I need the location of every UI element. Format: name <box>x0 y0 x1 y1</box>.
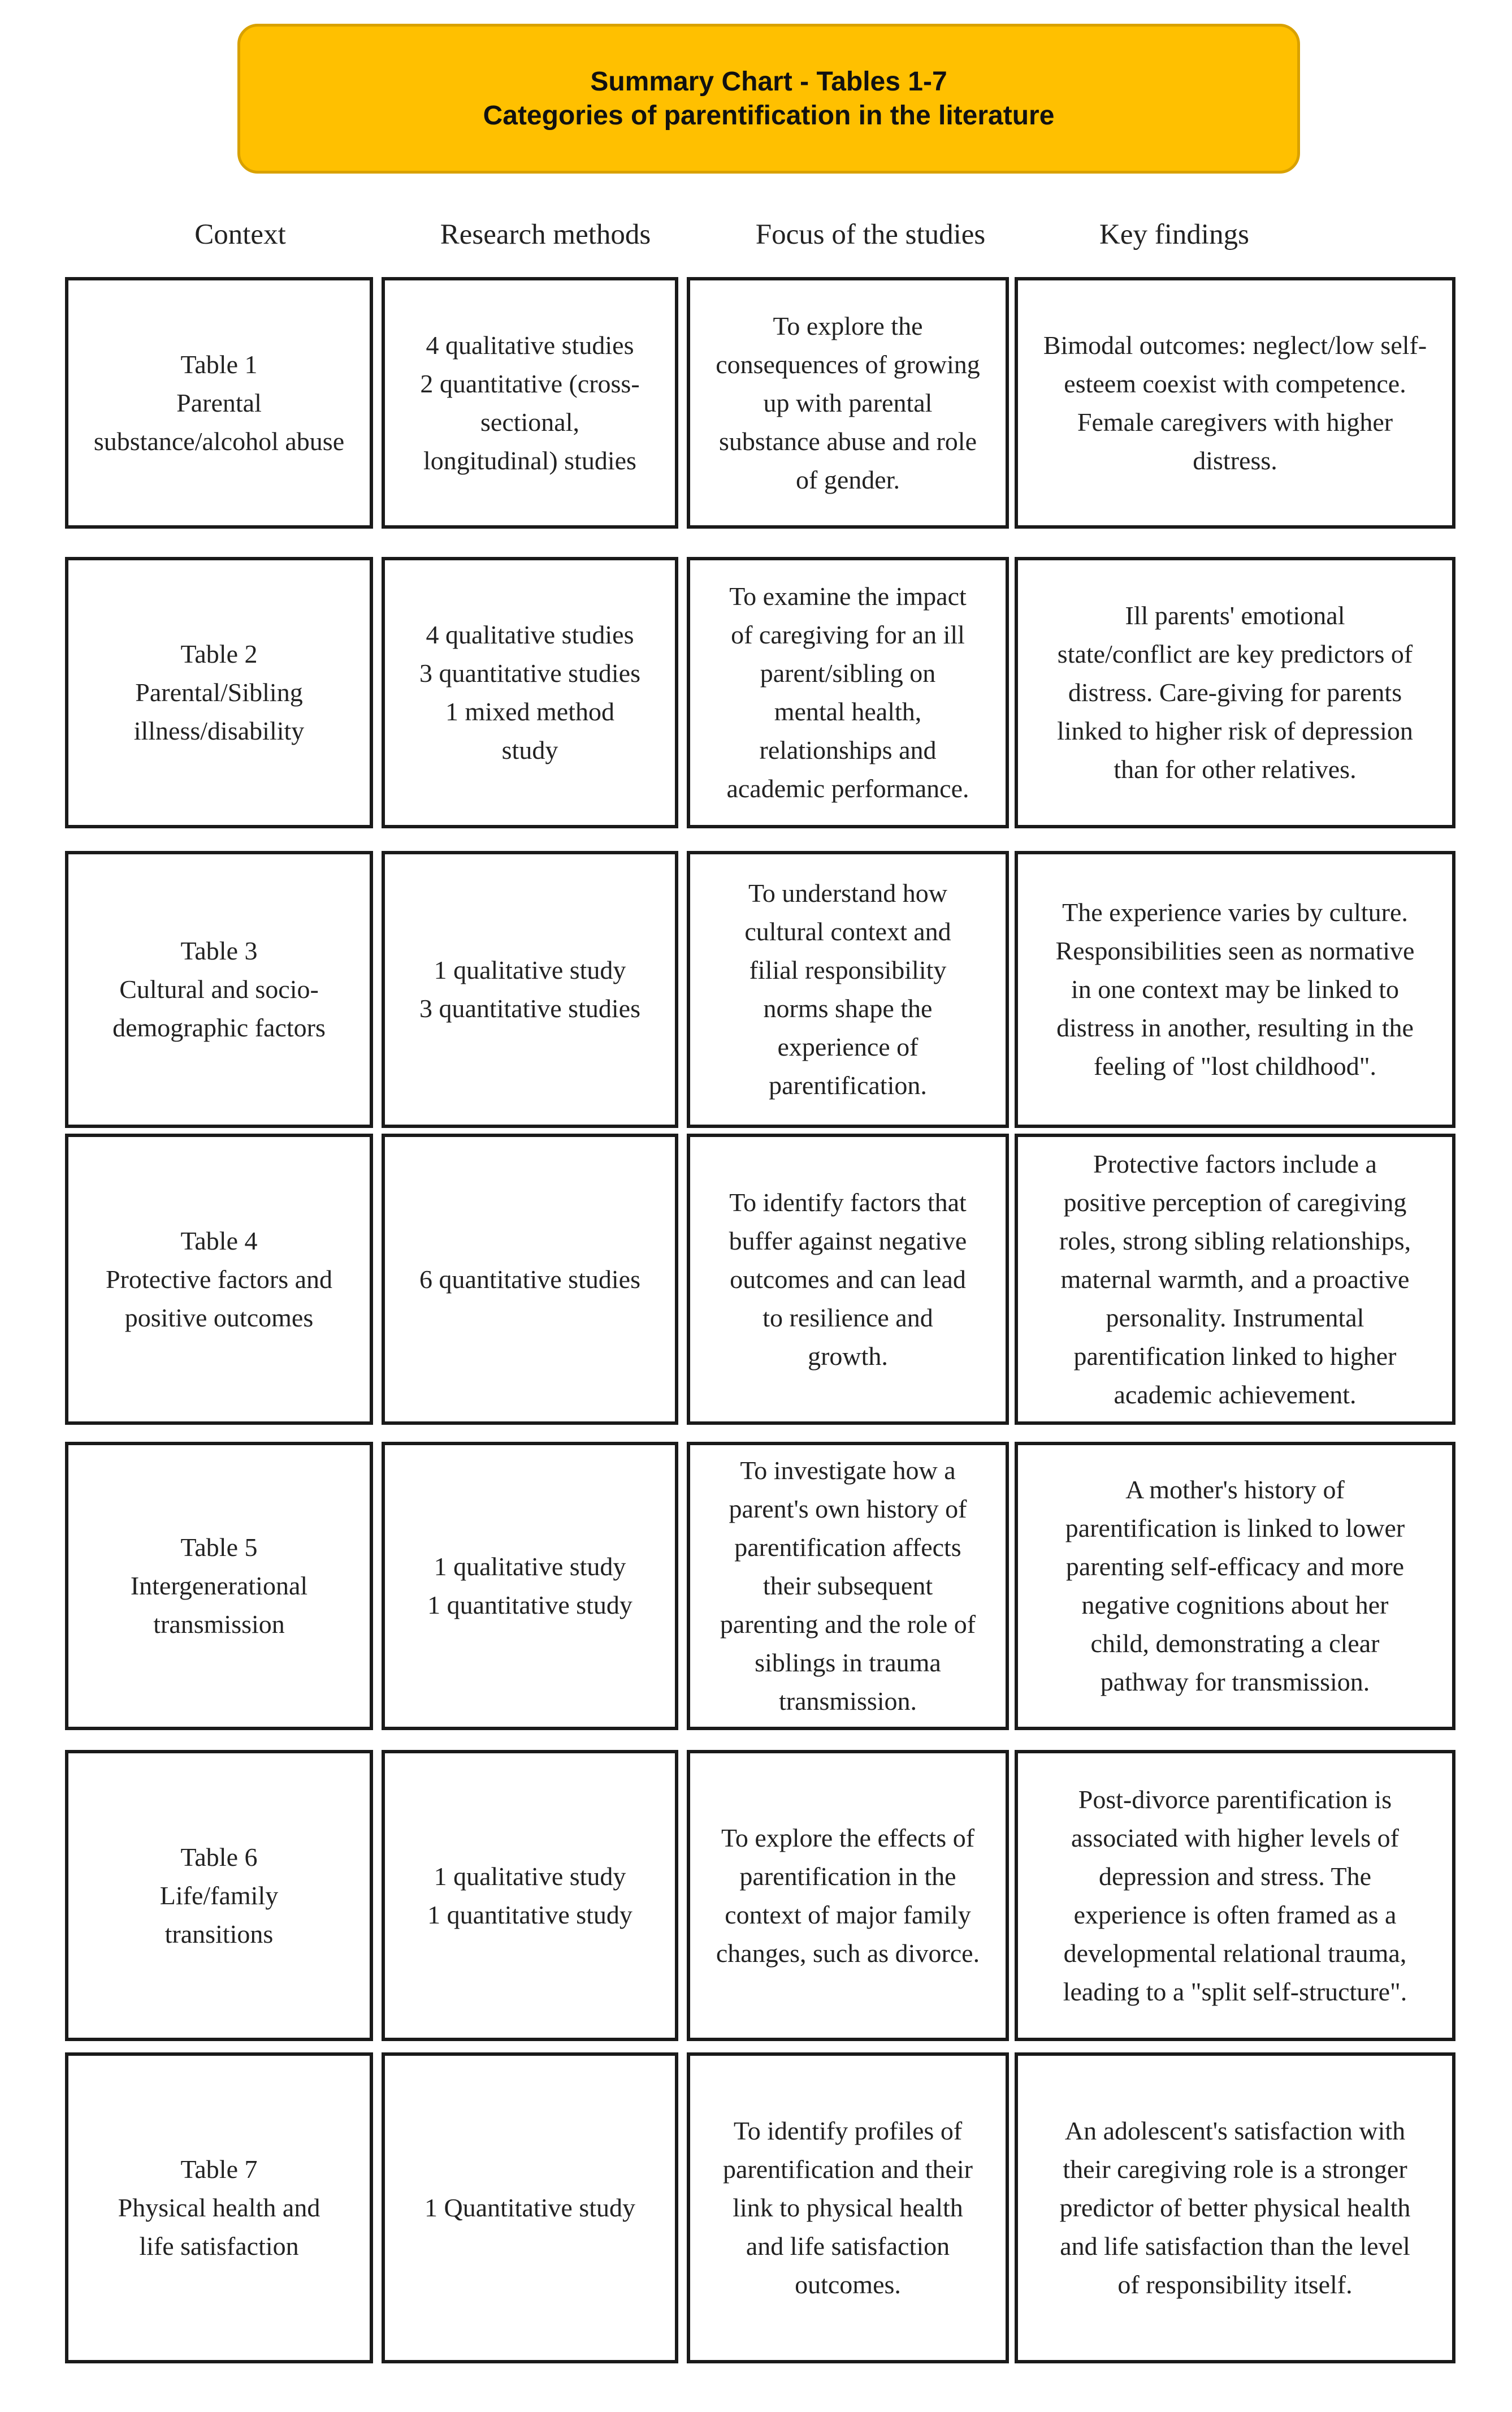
cell-text-line: 1 Quantitative study <box>424 2193 636 2222</box>
cell-text-line: parentification and their <box>723 2155 973 2184</box>
cell-text-line: and life satisfaction <box>746 2232 950 2260</box>
cell-text-line: negative cognitions about her <box>1081 1590 1389 1619</box>
cell-text-line: Table 6 <box>180 1842 258 1871</box>
cell-text-line: parentification affects <box>734 1533 961 1562</box>
cell-text-line: sectional, <box>480 407 579 436</box>
header-focus: Focus of the studies <box>755 219 986 250</box>
cell-text-line: Table 5 <box>180 1533 258 1562</box>
cell-text-line: transmission. <box>778 1687 917 1715</box>
cell-text-line: parentification linked to higher <box>1073 1341 1397 1371</box>
cell-text-line: positive outcomes <box>124 1303 314 1332</box>
cell-text-line: to resilience and <box>763 1303 933 1332</box>
cell-text-line: Responsibilities seen as normative <box>1055 936 1415 965</box>
cell-text-line: mental health, <box>774 697 922 726</box>
cell-text-line: Protective factors and <box>105 1264 333 1294</box>
cell-text-line: 1 qualitative study <box>434 956 626 984</box>
cell-text-line: Ill parents' emotional <box>1125 601 1345 630</box>
cell-text-line: associated with higher levels of <box>1071 1823 1399 1852</box>
cell-text-line: academic achievement. <box>1114 1380 1357 1409</box>
cell-text-line: parent's own history of <box>729 1494 967 1523</box>
cell-text-line: Parental <box>176 388 262 417</box>
cell-text-line: context of major family <box>725 1900 971 1929</box>
cell-text-line: distress. Care-giving for parents <box>1068 678 1402 707</box>
cell-text-line: Table 7 <box>180 2155 258 2184</box>
cell-text-line: experience of <box>777 1032 919 1061</box>
cell-text-line: parenting self-efficacy and more <box>1065 1552 1405 1581</box>
cell-context-row-6 <box>65 1750 373 2041</box>
cell-text-line: Table 4 <box>180 1226 258 1255</box>
cell-text-line: personality. Instrumental <box>1106 1303 1364 1332</box>
cell-text-line: their subsequent <box>763 1571 933 1600</box>
cell-findings-row-7 <box>1015 2052 1455 2363</box>
cell-text-line: state/conflict are key predictors of <box>1057 639 1413 668</box>
cell-text-line: 1 mixed method <box>445 697 614 726</box>
cell-methods-row-4 <box>382 1134 678 1425</box>
cell-methods-row-6 <box>382 1750 678 2041</box>
cell-text-line: 1 quantitative study <box>427 1900 632 1929</box>
cell-context-row-5 <box>65 1442 373 1730</box>
cell-text-line: esteem coexist with competence. <box>1064 369 1406 398</box>
cell-text-line: 1 qualitative study <box>434 1552 626 1581</box>
cell-focus-row-1 <box>687 277 1009 529</box>
cell-text-line: consequences of growing <box>716 349 980 379</box>
cell-text-line: maternal warmth, and a proactive <box>1060 1264 1410 1294</box>
cell-text-line: substance/alcohol abuse <box>93 426 345 456</box>
cell-text-line: Life/family <box>159 1881 279 1910</box>
cell-text-line: in one context may be linked to <box>1071 975 1399 1004</box>
cell-text-line: of responsibility itself. <box>1117 2270 1353 2299</box>
cell-text-line: To examine the impact <box>729 582 967 611</box>
cell-text-line: Cultural and socio- <box>119 975 319 1004</box>
cell-focus-row-2 <box>687 557 1009 828</box>
cell-methods-row-3 <box>382 851 678 1128</box>
cell-text-line: To explore the effects of <box>721 1823 975 1852</box>
cell-context-row-7 <box>65 2052 373 2363</box>
cell-text-line: Female caregivers with higher <box>1077 407 1393 436</box>
cell-text-line: 1 quantitative study <box>427 1590 632 1619</box>
cell-text-line: parentification is linked to lower <box>1065 1514 1405 1542</box>
cell-text-line: life satisfaction <box>139 2232 299 2260</box>
cell-text-line: depression and stress. The <box>1098 1861 1372 1891</box>
cell-text-line: filial responsibility <box>749 956 947 984</box>
cell-text-line: longitudinal) studies <box>423 446 636 475</box>
cell-text-line: academic performance. <box>726 774 969 803</box>
cell-text-line: outcomes. <box>795 2270 901 2299</box>
cell-focus-row-5 <box>687 1442 1009 1730</box>
cell-text-line: their caregiving role is a stronger <box>1063 2155 1407 2184</box>
header-context: Context <box>194 219 286 250</box>
cell-context-row-4 <box>65 1134 373 1425</box>
cell-findings-row-2 <box>1015 557 1455 828</box>
cell-text-line: distress. <box>1193 446 1277 475</box>
cell-context-row-1 <box>65 277 373 529</box>
cell-methods-row-7 <box>382 2052 678 2363</box>
cell-findings-row-1 <box>1015 277 1455 529</box>
cell-findings-row-5 <box>1015 1442 1455 1730</box>
cell-text-line: feeling of "lost childhood". <box>1093 1052 1377 1080</box>
cell-text-line: 6 quantitative studies <box>419 1264 640 1294</box>
cell-text-line: growth. <box>808 1341 888 1371</box>
cell-text-line: child, demonstrating a clear <box>1090 1629 1380 1658</box>
cell-text-line: linked to higher risk of depression <box>1057 716 1413 745</box>
cell-text-line: transmission <box>153 1610 285 1639</box>
cell-text-line: distress in another, resulting in the <box>1056 1013 1414 1042</box>
cell-focus-row-3 <box>687 851 1009 1128</box>
cell-text-line: parentification in the <box>739 1861 956 1891</box>
cell-text-line: parentification. <box>769 1071 927 1100</box>
cell-text-line: 4 qualitative studies <box>426 620 634 649</box>
cell-text-line: Bimodal outcomes: neglect/low self- <box>1043 330 1427 360</box>
cell-text-line: An adolescent's satisfaction with <box>1064 2116 1406 2145</box>
cell-text-line: than for other relatives. <box>1114 755 1357 784</box>
cell-text-line: leading to a "split self-structure". <box>1063 1977 1407 2006</box>
cell-text-line: changes, such as divorce. <box>716 1938 980 1968</box>
cell-focus-row-7 <box>687 2052 1009 2363</box>
cell-context-row-2 <box>65 557 373 828</box>
cell-text-line: up with parental <box>763 388 933 417</box>
cell-focus-row-4 <box>687 1134 1009 1425</box>
cell-findings-row-6 <box>1015 1750 1455 2041</box>
cell-methods-row-5 <box>382 1442 678 1730</box>
cell-text-line: siblings in trauma <box>755 1648 941 1677</box>
cell-text-line: roles, strong sibling relationships, <box>1059 1226 1411 1255</box>
cell-text-line: experience is often framed as a <box>1073 1900 1397 1929</box>
cell-text-line: study <box>501 736 558 764</box>
chart-subtitle: Categories of parentification in the literature <box>483 100 1055 131</box>
chart-title-box <box>237 24 1300 174</box>
cell-text-line: To understand how <box>748 879 947 907</box>
cell-text-line: parent/sibling on <box>760 659 936 688</box>
cell-text-line: parenting and the role of <box>720 1610 976 1639</box>
cell-text-line: demographic factors <box>112 1013 326 1042</box>
cell-text-line: 1 qualitative study <box>434 1861 626 1891</box>
cell-text-line: transitions <box>164 1919 274 1948</box>
cell-text-line: 4 qualitative studies <box>426 330 634 360</box>
cell-text-line: pathway for transmission. <box>1100 1667 1370 1696</box>
cell-methods-row-1 <box>382 277 678 529</box>
cell-findings-row-3 <box>1015 851 1455 1128</box>
cell-text-line: Protective factors include a <box>1093 1149 1377 1178</box>
cell-text-line: relationships and <box>759 736 937 764</box>
cell-text-line: 3 quantitative studies <box>419 659 640 688</box>
cell-text-line: 2 quantitative (cross- <box>420 369 640 398</box>
cell-context-row-3 <box>65 851 373 1128</box>
header-key-findings: Key findings <box>1099 219 1249 250</box>
cell-methods-row-2 <box>382 557 678 828</box>
cell-text-line: To identify profiles of <box>733 2116 963 2145</box>
cell-text-line: Table 1 <box>180 349 258 379</box>
cell-text-line: Table 2 <box>180 639 258 668</box>
cell-text-line: Post-divorce parentification is <box>1078 1784 1392 1814</box>
cell-text-line: Intergenerational <box>130 1571 308 1600</box>
cell-text-line: Parental/Sibling <box>135 678 303 707</box>
cell-findings-row-4 <box>1015 1134 1455 1425</box>
cell-text-line: buffer against negative <box>729 1226 967 1255</box>
cell-focus-row-6 <box>687 1750 1009 2041</box>
cell-text-line: norms shape the <box>763 994 933 1023</box>
cell-text-line: To investigate how a <box>740 1456 956 1485</box>
cell-text-line: Table 3 <box>180 936 258 965</box>
cell-text-line: To explore the <box>773 311 923 340</box>
header-research-methods: Research methods <box>440 219 651 250</box>
cell-text-line: developmental relational trauma, <box>1063 1938 1407 1968</box>
cell-text-line: predictor of better physical health <box>1059 2193 1411 2222</box>
cell-text-line: of caregiving for an ill <box>731 620 965 649</box>
cell-text-line: of gender. <box>796 465 900 494</box>
cell-text-line: cultural context and <box>744 917 951 946</box>
cell-text-line: The experience varies by culture. <box>1062 898 1408 927</box>
cell-text-line: and life satisfaction than the level <box>1060 2232 1410 2260</box>
cell-text-line: 3 quantitative studies <box>419 994 640 1023</box>
cell-text-line: To identify factors that <box>729 1187 967 1217</box>
chart-title: Summary Chart - Tables 1-7 <box>590 66 947 97</box>
cell-text-line: illness/disability <box>133 716 305 745</box>
cell-text-line: positive perception of caregiving <box>1063 1187 1407 1217</box>
cell-text-line: link to physical health <box>733 2193 963 2222</box>
cell-text-line: substance abuse and role <box>718 426 977 456</box>
cell-text-line: Physical health and <box>118 2193 320 2222</box>
cell-text-line: A mother's history of <box>1125 1475 1345 1504</box>
cell-text-line: outcomes and can lead <box>730 1264 966 1294</box>
